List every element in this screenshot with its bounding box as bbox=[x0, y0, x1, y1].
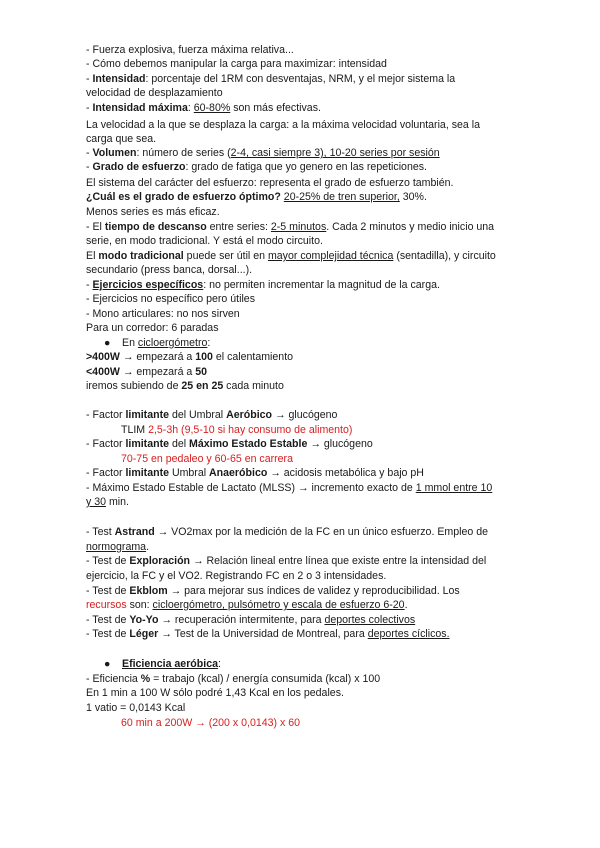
text-line: iremos subiendo de 25 en 25 cada minuto bbox=[86, 380, 284, 392]
text-line: velocidad de desplazamiento bbox=[86, 87, 223, 99]
bullet-icon: ● bbox=[104, 337, 111, 349]
text-line: En 1 min a 100 W sólo podré 1,43 Kcal en los pedales. bbox=[86, 687, 344, 699]
text-line: - Fuerza explosiva, fuerza máxima relativa... bbox=[86, 44, 294, 56]
bullet-item: ● Eficiencia aeróbica: bbox=[104, 658, 221, 670]
bullet-icon: ● bbox=[104, 658, 111, 670]
text-line: - Factor limitante Umbral Anaeróbico → acidosis metabólica y bajo pH bbox=[86, 467, 424, 479]
text-line: recursos son: cicloergómetro, pulsómetro y escala de esfuerzo 6-20. bbox=[86, 599, 408, 611]
bullet-item: ● En cicloergómetro: bbox=[104, 337, 211, 349]
text-line: >400W → empezará a 100 el calentamiento bbox=[86, 351, 294, 363]
text-line: - Test de Yo-Yo → recuperación intermitente, para deportes colectivos bbox=[86, 614, 416, 626]
text-line: - Grado de esfuerzo: grado de fatiga que yo genero en las repeticiones. bbox=[86, 161, 427, 173]
text-line: ejercicio, la FC y el VO2. Registrando FC en 2 o 3 intensidades. bbox=[86, 570, 387, 582]
text-line: y 30 min. bbox=[86, 496, 129, 508]
text-line: Para un corredor: 6 paradas bbox=[86, 322, 219, 334]
text-line: - Factor limitante del Máximo Estado Estable → glucógeno bbox=[86, 438, 373, 450]
text-line: - Volumen: número de series (2-4, casi siempre 3), 10-20 series por sesión bbox=[86, 147, 440, 159]
text-line: ¿Cuál es el grado de esfuerzo óptimo? 20-25% de tren superior, 30%. bbox=[86, 191, 427, 203]
text-line: - Cómo debemos manipular la carga para maximizar: intensidad bbox=[86, 58, 387, 70]
text-line: <400W → empezará a 50 bbox=[86, 366, 208, 378]
text-line: El sistema del carácter del esfuerzo: representa el grado de esfuerzo también. bbox=[86, 177, 454, 189]
text-line: - Intensidad: porcentaje del 1RM con desventajas, NRM, y el mejor sistema la bbox=[86, 73, 456, 85]
text-line: - Test de Exploración → Relación lineal entre línea que existe entre la intensidad del bbox=[86, 555, 487, 567]
text-line: serie, en modo tradicional. Y está el modo circuito. bbox=[86, 235, 323, 247]
text-line: Menos series es más eficaz. bbox=[86, 206, 220, 218]
text-line: - Intensidad máxima: 60-80% son más efectivas. bbox=[86, 102, 321, 114]
text-line: - Test Astrand → VO2max por la medición de la FC en un único esfuerzo. Empleo de bbox=[86, 526, 488, 538]
text-line: La velocidad a la que se desplaza la carga: a la máxima velocidad voluntaria, sea la bbox=[86, 119, 480, 131]
text-line: El modo tradicional puede ser útil en mayor complejidad técnica (sentadilla), y circuito bbox=[86, 250, 496, 262]
text-line: 70-75 en pedaleo y 60-65 en carrera bbox=[121, 453, 293, 465]
text-line: carga que sea. bbox=[86, 133, 157, 145]
text-line: 60 min a 200W → (200 x 0,0143) x 60 bbox=[121, 717, 301, 729]
text-line: 1 vatio = 0,0143 Kcal bbox=[86, 702, 186, 714]
text-line: normograma. bbox=[86, 541, 150, 553]
text-line: - El tiempo de descanso entre series: 2-5 minutos. Cada 2 minutos y medio inicio una bbox=[86, 221, 495, 233]
text-line: - Ejercicios específicos: no permiten incrementar la magnitud de la carga. bbox=[86, 279, 440, 291]
text-line: TLIM 2,5-3h (9,5-10 si hay consumo de alimento) bbox=[121, 424, 353, 436]
text-line: - Ejercicios no específico pero útiles bbox=[86, 293, 255, 305]
text-line: secundario (press banca, dorsal...). bbox=[86, 264, 253, 276]
text-line: - Factor limitante del Umbral Aeróbico → glucógeno bbox=[86, 409, 338, 421]
text-line: - Eficiencia % = trabajo (kcal) / energía consumida (kcal) x 100 bbox=[86, 673, 381, 685]
text-line: - Máximo Estado Estable de Lactato (MLSS) → incremento exacto de 1 mmol entre 10 bbox=[86, 482, 493, 494]
text-line: - Mono articulares: no nos sirven bbox=[86, 308, 240, 320]
text-line: - Test de Léger → Test de la Universidad de Montreal, para deportes cíclicos. bbox=[86, 628, 450, 640]
text-line: - Test de Ekblom → para mejorar sus índices de validez y reproducibilidad. Los bbox=[86, 585, 460, 597]
